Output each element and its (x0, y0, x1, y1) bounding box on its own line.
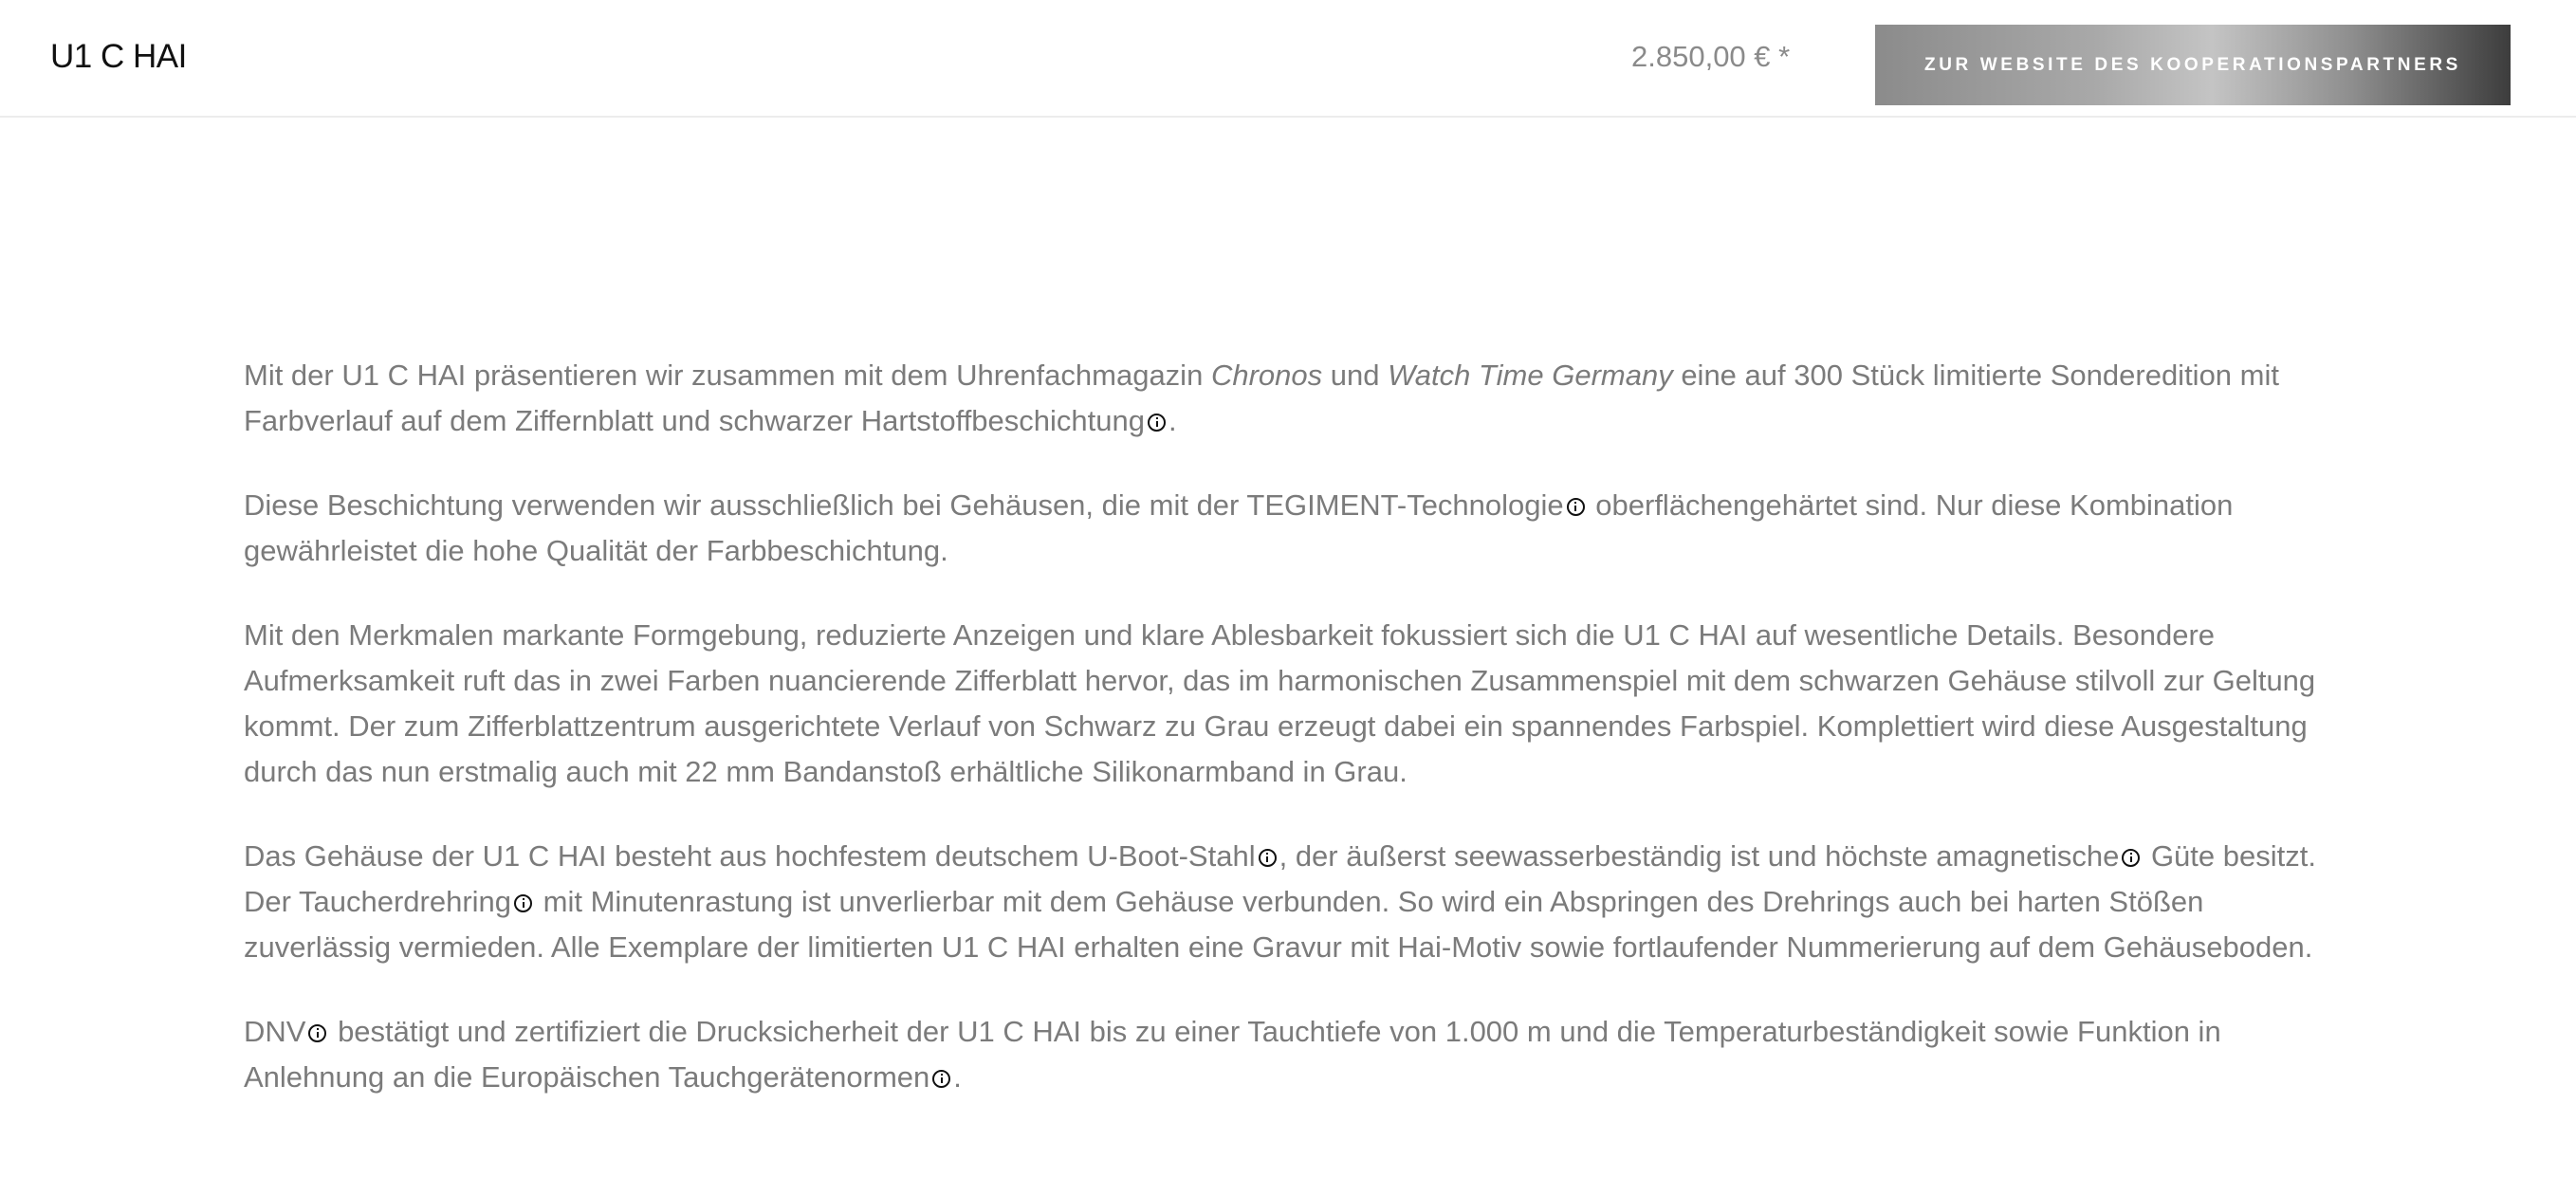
description-text: DNV (244, 1015, 306, 1048)
magazine-name-watch-time-germany: Watch Time Germany (1388, 359, 1673, 392)
product-header (0, 0, 2576, 118)
description-text: bestätigt und zertifiziert die Drucksicherheit der U1 C HAI bis zu einer Tauchtiefe von 1.000 m und die Temperaturbeständigkeit sowie Funktion in Anlehnung an die Europäischen Tauchgerätenormen (244, 1015, 2221, 1094)
description-text: . (953, 1060, 962, 1094)
description-text: eine auf 300 Stück limitierte Sonderedition mit Farbverlauf auf dem Ziffernblatt und schwarzer Hartstoffbeschichtung (244, 359, 2279, 437)
info-icon[interactable] (514, 894, 532, 912)
description-text: , der äußerst seewasserbeständig ist und höchste amagnetische (1279, 839, 2120, 873)
description-paragraph-3 (244, 613, 2349, 795)
magazine-name-chronos: Chronos (1210, 359, 1323, 392)
description-text: oberflächengehärtet sind. Nur diese Kombination gewährleistet die hohe Qualität der Farbbeschichtung. (244, 488, 2234, 567)
info-icon[interactable] (308, 1024, 326, 1042)
description-text: Güte besitzt. Der Taucherdrehring (244, 839, 2316, 918)
product-price: 2.850,00 € * (1631, 40, 1791, 73)
description-paragraph-4 (244, 834, 2349, 970)
product-title: U1 C HAI (50, 38, 187, 75)
description-paragraph-5 (244, 1009, 2349, 1100)
info-icon[interactable] (1148, 414, 1166, 432)
info-icon[interactable] (1567, 498, 1585, 516)
info-icon[interactable] (2122, 849, 2140, 867)
description-paragraph-1 (244, 353, 2349, 444)
description-text: mit Minutenrastung ist unverlierbar mit dem Gehäuse verbunden. So wird ein Abspringen des Drehrings auch bei harten Stößen zuverlässig vermieden. Alle Exemplare der limitierten U1 C HAI erhalten eine Gravur mit Hai-Motiv sowie fortlaufender Nummerierung auf dem Gehäuseboden. (244, 885, 2313, 964)
info-icon[interactable] (1259, 849, 1277, 867)
product-description (244, 353, 2349, 1139)
partner-website-button[interactable]: ZUR WEBSITE DES KOOPERATIONSPARTNERS (1875, 25, 2511, 105)
description-text: und (1322, 359, 1389, 392)
description-text: . (1168, 404, 1177, 437)
description-text: Mit der U1 C HAI präsentieren wir zusammen mit dem Uhrenfachmagazin (244, 359, 1211, 392)
description-text: Mit den Merkmalen markante Formgebung, reduzierte Anzeigen und klare Ablesbarkeit fokussiert sich die U1 C HAI auf wesentliche Details. Besondere Aufmerksamkeit ruft das in zwei Farben nuancierende Zifferblatt hervor, das im harmonischen Zusammenspiel mit dem schwarzen Gehäuse stilvoll zur Geltung kommt. Der zum Zifferblattzentrum ausgerichtete Verlauf von Schwarz zu Grau erzeugt dabei ein spannendes Farbspiel. Komplettiert wird diese Ausgestaltung durch das nun erstmalig auch mit 22 mm Bandanstoß erhältliche Silikonarmband in Grau. (244, 618, 2316, 788)
description-text: Das Gehäuse der U1 C HAI besteht aus hochfestem deutschem U-Boot-Stahl (244, 839, 1256, 873)
description-paragraph-2 (244, 483, 2349, 574)
info-icon[interactable] (932, 1070, 950, 1088)
description-text: Diese Beschichtung verwenden wir ausschließlich bei Gehäusen, die mit der TEGIMENT-Technologie (244, 488, 1564, 522)
